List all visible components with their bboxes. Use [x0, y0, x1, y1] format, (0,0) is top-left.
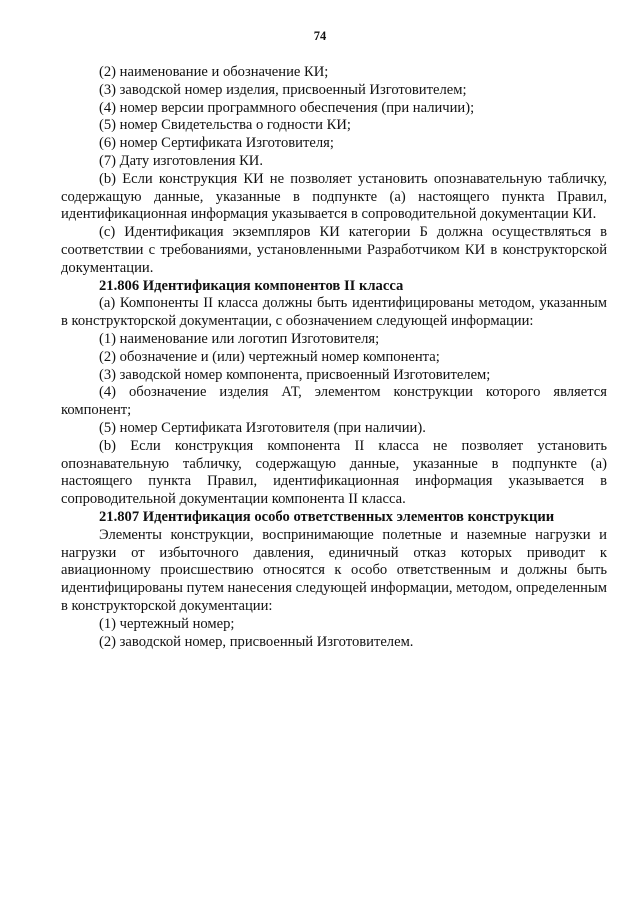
list-item: (5) номер Сертификата Изготовителя (при наличии). [99, 419, 426, 436]
document-body [61, 64, 607, 651]
list-item: (5) номер Свидетельства о годности КИ; [99, 117, 351, 134]
paragraph: (a) Компоненты II класса должны быть идентифицированы методом, указанным в конструкторской документации, с обозначением следующей информации: [61, 295, 607, 330]
paragraph: (b) Если конструкция компонента II класса не позволяет установить опознавательную табличку, содержащую данные, указанные в подпункте (а) настоящего пункта Правил, идентификационная информация указывается в сопроводительной документации компонента II класса. [61, 437, 607, 508]
list-item: (3) заводской номер изделия, присвоенный Изготовителем; [99, 81, 467, 98]
list-item: (4) обозначение изделия АТ, элементом конструкции которого является компонент; [61, 384, 607, 419]
list-item: (2) заводской номер, присвоенный Изготовителем. [99, 633, 414, 650]
page-number: 74 [313, 29, 327, 43]
list-item: (6) номер Сертификата Изготовителя; [99, 135, 334, 152]
section-heading: 21.806 Идентификация компонентов II класса [99, 277, 404, 294]
list-item: (3) заводской номер компонента, присвоенный Изготовителем; [99, 366, 491, 383]
list-item: (7) Дату изготовления КИ. [99, 152, 263, 169]
list-item: (1) чертежный номер; [99, 615, 235, 632]
section-heading: 21.807 Идентификация особо ответственных элементов конструкции [99, 508, 555, 525]
list-item: (2) обозначение и (или) чертежный номер компонента; [99, 348, 440, 365]
list-item: (4) номер версии программного обеспечения (при наличии); [99, 99, 475, 116]
paragraph: (c) Идентификация экземпляров КИ категории Б должна осуществляться в соответствии с требованиями, установленными Разработчиком КИ в конструкторской документации. [61, 224, 607, 276]
list-item: (2) наименование и обозначение КИ; [99, 64, 329, 80]
paragraph: (b) Если конструкция КИ не позволяет установить опознавательную табличку, содержащую данные, указанные в подпункте (а) настоящего пункта Правил, идентификационная информация указывается в сопроводительной документации КИ. [61, 170, 607, 223]
paragraph: Элементы конструкции, воспринимающие полетные и наземные нагрузки и нагрузки от избыточного давления, единичный отказ которых приводит к авиационному происшествию относятся к особо ответственным и должны быть идентифицированы путем нанесения следующей информации, методом, определенным в конструкторской документации: [61, 526, 607, 614]
list-item: (1) наименование или логотип Изготовителя; [99, 330, 380, 347]
